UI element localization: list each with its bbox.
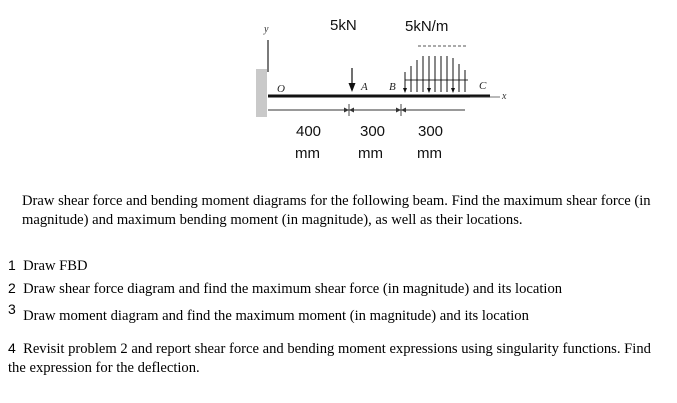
dim-1-value: 400 xyxy=(296,123,322,140)
point-b-label: B xyxy=(389,81,396,93)
point-c-label: C xyxy=(479,80,487,92)
task-2-number: 2 xyxy=(8,280,16,296)
wall-support xyxy=(256,69,267,117)
task-3-number: 3 xyxy=(8,301,16,317)
task-1-number: 1 xyxy=(8,257,16,273)
x-axis-label: x xyxy=(502,91,507,102)
task-1 xyxy=(8,256,88,276)
task-2-text: Draw shear force diagram and find the maximum shear force (in magnitude) and its location xyxy=(23,281,563,297)
distributed-load-label: 5kN/m xyxy=(405,18,449,35)
dim-2-value: 300 xyxy=(360,123,386,140)
point-a-label: A xyxy=(361,81,368,93)
origin-label: O xyxy=(277,83,285,95)
dim-1-unit: mm xyxy=(295,145,320,162)
point-load-arrow xyxy=(349,68,356,92)
task-2 xyxy=(8,279,562,299)
problem-statement: Draw shear force and bending moment diagrams for the following beam. Find the maximum shear force (in magnitude) and maximum bending moment (in magnitude), as well as their locations. xyxy=(22,193,651,228)
task-1-text: Draw FBD xyxy=(23,258,88,274)
y-axis-label: y xyxy=(264,24,269,35)
task-4-text: Revisit problem 2 and report shear force and bending moment expressions using singularity functions. Find the expression for the deflection. xyxy=(8,341,651,376)
dim-3-unit: mm xyxy=(417,145,442,162)
task-4 xyxy=(8,339,668,378)
dim-2-unit: mm xyxy=(358,145,383,162)
distributed-load xyxy=(403,46,468,93)
dim-3-value: 300 xyxy=(418,123,444,140)
dimension-line xyxy=(268,104,465,116)
point-load-label: 5kN xyxy=(330,17,357,34)
task-3 xyxy=(8,300,529,324)
task-4-number: 4 xyxy=(8,340,16,356)
task-3-text: Draw moment diagram and find the maximum moment (in magnitude) and its location xyxy=(23,308,529,324)
beam-figure xyxy=(0,0,677,175)
